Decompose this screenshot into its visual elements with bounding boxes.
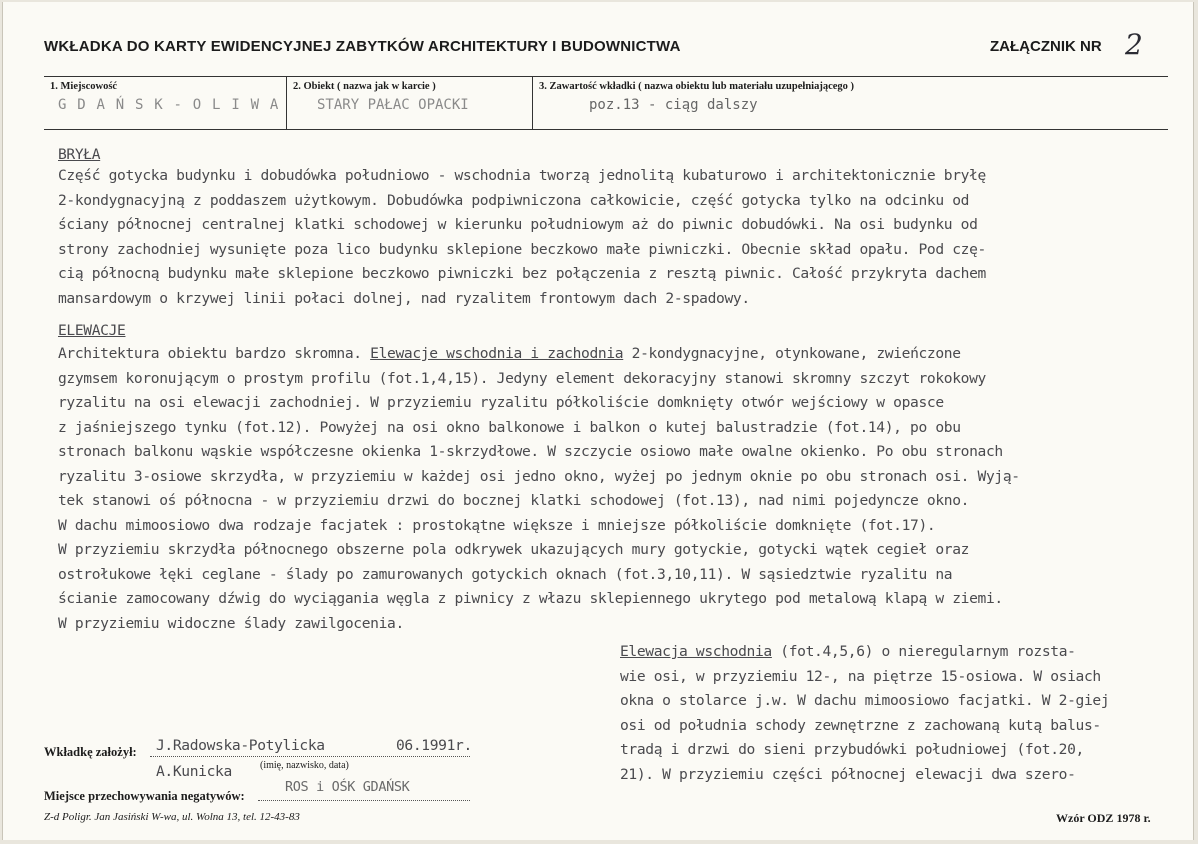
wschodnia-line: okna o stolarce j.w. W dachu mimoosiowo facjatki. W 2-giej — [620, 692, 1110, 709]
field-object-value: STARY PAŁAC OPACKI — [317, 97, 469, 113]
bryla-line: 2-kondygnacyjną z poddaszem użytkowym. Dobudówka podpiwniczona całkowicie, część gotycka tylko na odcinku od — [58, 191, 970, 209]
elewacje-line: W dachu mimoosiowo dwa rodzaje facjatek : prostokątne większe i mniejsze półkoliście domknięte (fot.17). — [58, 516, 936, 534]
bryla-line: strony zachodniej wysunięte poza lico budynku sklepione beczkowo małe piwniczki. Obecnie skład opału. Pod czę- — [58, 240, 986, 258]
elewacje-line: z jaśniejszego tynku (fot.12). Powyżej na osi okno balkonowe i balkon o kutej balustradzie (fot.14), po obu — [58, 418, 961, 436]
wschodnia-line: tradą i drzwi do sieni przybudówki południowej (fot.20, — [620, 741, 1084, 758]
annex-number: 2 — [1125, 28, 1143, 61]
bryla-line: Część gotycka budynku i dobudówka południowo - wschodnia tworzą jednolitą kubaturowo i architektonicznie bryłę — [58, 167, 986, 184]
elewacje-line: Architektura obiektu bardzo skromna. Elewacje wschodnia i zachodnia 2-kondygnacyjne, otynkowane, zwieńczone — [58, 345, 961, 362]
field-place — [44, 77, 286, 129]
field-place-value: G D A Ń S K - O L I W A — [58, 97, 280, 113]
elewacje-line: ścianie zamocowany dźwig do wyciągania węgla z piwnicy z włazu sklepiennego ukrytego pod metalową klapą w ziemi. — [58, 590, 1003, 607]
field-place-label: 1. Miejscowość — [50, 81, 118, 92]
elewacje-line: W przyziemiu widoczne ślady zawilgocenia. — [58, 614, 404, 632]
wschodnia-line: osi od południa schody zewnętrzne z zachowaną kutą balus- — [620, 716, 1101, 734]
wschodnia-text — [620, 640, 1109, 787]
negatives-label: Miejsce przechowywania negatywów: — [44, 789, 245, 803]
elewacje-line: ostrołukowe łęki ceglane - ślady po zamurowanych gotyckich oknach (fot.3,10,11). W sąsiedztwie ryzalitu na — [58, 565, 953, 583]
founder-label: Wkładkę założył: — [44, 745, 137, 759]
founder-name-2: A.Kunicka — [156, 763, 232, 780]
wschodnia-line: Elewacja wschodnia (fot.4,5,6) o nieregularnym rozsta- — [620, 643, 1076, 660]
elewacje-line: stronach balkonu wąskie współczesne okienka 1-skrzydłowe. W szczycie osiowo małe owalne okienko. Po obu stronach — [58, 443, 1003, 460]
form-number: Wzór ODZ 1978 r. — [1056, 811, 1151, 825]
founder-dotted-line — [150, 756, 470, 757]
printer-imprint: Z-d Poligr. Jan Jasiński W-wa, ul. Wolna 13, tel. 12-43-83 — [44, 811, 300, 823]
field-content-label: 3. Zawartość wkładki ( nazwa obiektu lub materiału uzupełniającego ) — [539, 81, 855, 92]
elewacje-line: gzymsem koronującym o prostym profilu (fot.1,4,15). Jedyny element dekoracyjny stanowi skromny szczyt rokokowy — [58, 369, 986, 387]
elewacje-line: W przyziemiu skrzydła północnego obszerne pola odkrywek ukazujących mury gotyckie, gotycki wątek cegieł oraz — [58, 541, 970, 558]
elewacje-line: ryzalitu 3-osiowe skrzydła, w przyziemiu w każdej osi jedno okno, wyżej po jednym oknie po obu stronach osi. Wyją- — [58, 467, 1020, 485]
elewacje-text — [58, 342, 1020, 636]
bryla-line: mansardowym o krzywej linii połaci dolnej, nad ryzalitem frontowym dach 2-spadowy. — [58, 289, 750, 307]
elewacje-line: ryzalitu na osi elewacji zachodniej. W przyziemiu ryzalitu półkoliście domknięty otwór wejściowy w opasce — [58, 394, 944, 411]
wschodnia-heading: Elewacja wschodnia — [620, 643, 772, 660]
field-content-value: poz.13 - ciąg dalszy — [589, 97, 758, 113]
bryla-text — [58, 164, 986, 311]
negatives-dotted-line — [258, 800, 470, 801]
negatives-value: ROS i OŚK GDAŃSK — [285, 779, 410, 795]
field-row — [44, 76, 1168, 130]
bryla-heading: BRYŁA — [58, 146, 101, 163]
field-object — [286, 77, 533, 129]
elewacje-heading: ELEWACJE — [58, 322, 126, 339]
wschodnia-line: wie osi, w przyziemiu 12-, na piętrze 15-osiowa. W osiach — [620, 667, 1101, 685]
founder-name-1: J.Radowska-Potylicka — [156, 737, 325, 754]
card-title: WKŁADKA DO KARTY EWIDENCYJNEJ ZABYTKÓW ARCHITEKTURY I BUDOWNICTWA — [44, 38, 681, 55]
elewacje-subheading: Elewacje wschodnia i zachodnia — [370, 345, 624, 362]
founder-hint: (imię, nazwisko, data) — [260, 760, 349, 771]
founder-date: 06.1991r. — [396, 737, 472, 754]
bryla-line: ściany północnej centralnej klatki schodowej w kierunku południowym aż do piwnic dobudówki. Na osi budynku od — [58, 216, 978, 233]
wschodnia-line: 21). W przyziemiu części północnej elewacji dwa szero- — [620, 765, 1076, 783]
field-object-label: 2. Obiekt ( nazwa jak w karcie ) — [293, 81, 436, 92]
field-content — [532, 77, 1169, 129]
bryla-line: cią północną budynku małe sklepione beczkowo piwniczki bez połączenia z resztą piwnic. Całość przykryta dachem — [58, 265, 986, 282]
elewacje-line: tek stanowi oś północna - w przyziemiu drzwi do bocznej klatki schodowej (fot.13), nad nimi pojedyncze okno. — [58, 492, 970, 509]
annex-label: ZAŁĄCZNIK NR — [990, 38, 1102, 55]
